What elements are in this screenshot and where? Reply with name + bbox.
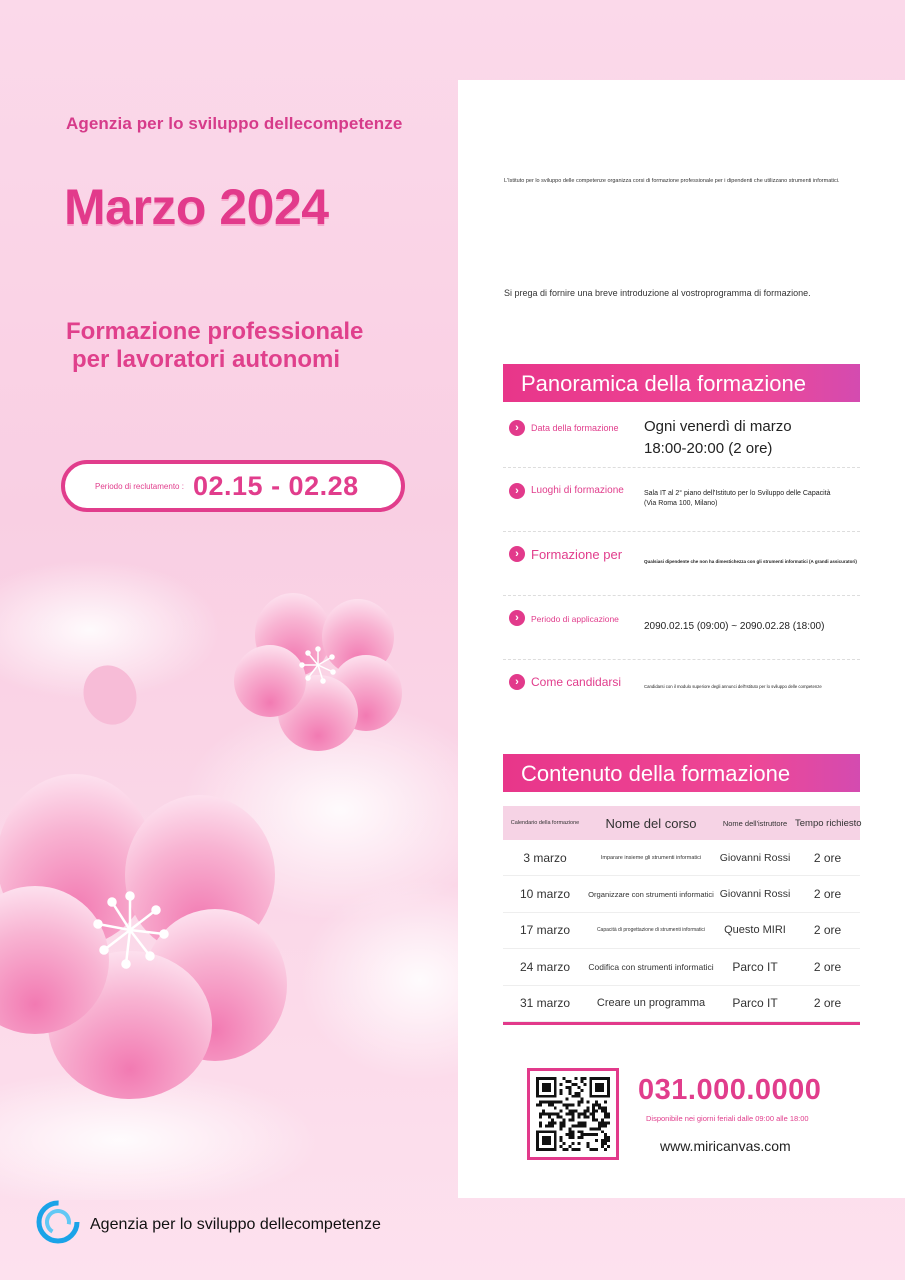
cell-course: Creare un programma [596,997,706,1010]
table-header [503,806,860,840]
period-value: 02.15 - 02.28 [193,470,359,501]
cell-instructor: Giovanni Rossi [719,888,791,901]
table-row [503,840,860,876]
overview-row-target [503,532,860,596]
cell-time: 2 ore [813,923,842,938]
table-row [503,913,860,949]
overview-value: Sala IT al 2° piano dell'Istituto per lo Sviluppo delle Capacità [644,490,831,497]
cherry-blossom-illustration [0,560,458,1200]
overview-label: Formazione per [531,547,623,562]
cell-course: Organizzare con strumenti informatici [588,889,714,899]
overview-value-line2: (Via Roma 100, Milano) [644,500,718,507]
cell-date: 3 marzo [523,850,567,865]
cell-date: 31 marzo [519,996,571,1011]
chevron-right-icon: › [509,420,525,436]
overview-heading: Panoramica della formazione [503,364,860,402]
overview-row-how-to-apply [503,660,860,710]
table-row [503,876,860,912]
table-row [503,949,860,985]
column-header: Nome del corso [605,815,697,831]
cell-time: 2 ore [813,959,842,974]
subtitle [66,318,446,374]
cell-course: Imparare insieme gli strumenti informatici [600,854,702,861]
business-hours: Disponibile nei giorni feriali dalle 09:00 alle 18:00 [646,1114,809,1123]
swirl-logo-icon [36,1200,80,1244]
table-row [503,986,860,1022]
overview-label: Periodo di applicazione [531,614,619,624]
page-title: Marzo 2024 [64,179,329,235]
column-header: Calendario della formazione [510,820,580,826]
qr-code[interactable] [527,1068,619,1160]
overview-value: 2090.02.15 (09:00) ~ 2090.02.28 (18:00) [644,621,825,632]
agency-footer-name: Agenzia per lo sviluppo dellecompetenze [90,1216,381,1233]
subtitle-line-1: Formazione professionale [66,318,364,345]
cell-date: 10 marzo [519,887,571,902]
cell-date: 24 marzo [519,959,571,974]
overview-label: Luoghi di formazione [531,485,624,496]
cell-instructor: Giovanni Rossi [719,851,791,864]
overview-label: Come candidarsi [531,675,622,689]
overview-label: Data della formazione [531,423,619,433]
content-heading: Contenuto della formazione [503,754,860,792]
chevron-right-icon: › [509,674,525,690]
cell-instructor: Parco IT [732,996,778,1011]
intro-prompt: Si prega di fornire una breve introduzione al vostroprogramma di formazione. [504,288,811,298]
column-header: Tempo richiesto [795,817,862,829]
website-link[interactable]: www.miricanvas.com [660,1138,791,1154]
overview-row-date [503,404,860,468]
cell-time: 2 ore [813,996,842,1011]
recruitment-period-badge [61,460,405,512]
cell-time: 2 ore [813,887,842,902]
course-table [503,806,860,1025]
intro-text: L'Istituto per lo sviluppo delle competenze organizza corsi di formazione professionale per i dipendenti che utilizzano strumenti informatici. [504,178,840,184]
overview-value: Candidarsi con il modulo superiore degli annunci dell'Istituto per lo sviluppo delle competenze [644,684,822,689]
cell-course: Capacità di progettazione di strumenti informatici [596,927,706,934]
cell-date: 17 marzo [519,923,571,938]
chevron-right-icon: › [509,546,525,562]
overview-value: Qualsiasi dipendente che non ha dimestichezza con gli strumenti informatici (A grandi assicuratori) [644,559,857,564]
cell-instructor: Parco IT [732,959,778,974]
overview-row-location [503,468,860,532]
cell-time: 2 ore [813,850,842,865]
table-bottom-rule [503,1022,860,1025]
overview-row-application-period [503,596,860,660]
qr-code-icon [536,1077,610,1151]
cell-instructor: Questo MIRI [724,924,786,937]
period-label: Periodo di reclutamento : [95,481,184,491]
agency-name: Agenzia per lo sviluppo dellecompetenze [66,114,403,133]
cell-course: Codifica con strumenti informatici [588,961,714,972]
phone-number[interactable]: 031.000.0000 [638,1074,822,1106]
subtitle-line-2: per lavoratori autonomi [72,346,341,373]
column-header: Nome dell'istruttore [722,818,788,828]
overview-value-line2: 18:00-20:00 (2 ore) [644,440,773,457]
overview-value: Ogni venerdì di marzo [644,418,792,435]
chevron-right-icon: › [509,483,525,499]
chevron-right-icon: › [509,610,525,626]
